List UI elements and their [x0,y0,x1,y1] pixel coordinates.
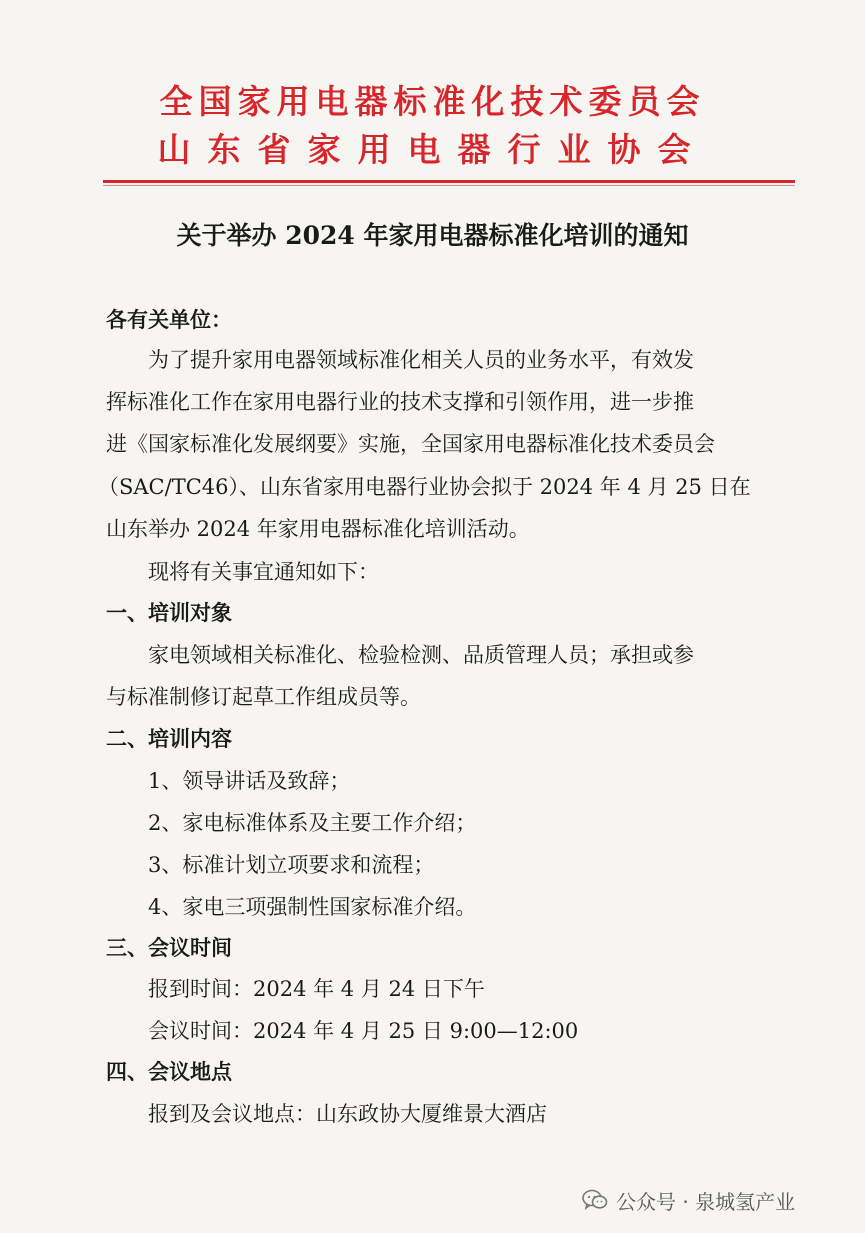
checkin-time: 报到时间：2024 年 4 月 24 日下午 [148,977,485,1001]
meeting-time: 会议时间：2024 年 4 月 25 日 9:00—12:00 [148,1019,579,1043]
list-item: 3、标准计划立项要求和流程； [148,853,435,877]
list-item: 4、家电三项强制性国家标准介绍。 [148,895,477,919]
intro-line-6: 现将有关事宜通知如下： [148,560,379,584]
notice-title: 关于举办 2024 年家用电器标准化培训的通知 [176,221,689,250]
header-divider [103,180,795,183]
section-3-heading: 三、会议时间 [106,935,232,960]
section-1-line-2: 与标准制修订起草工作组成员等。 [106,685,421,709]
section-1-heading: 一、培训对象 [106,600,232,625]
intro-line-3: 进《国家标准化发展纲要》实施，全国家用电器标准化技术委员会 [106,432,715,456]
issuer-org-2: 山东省家用电器行业协会 [157,130,708,169]
wechat-icon [582,1189,608,1211]
intro-line-1: 为了提升家用电器领域标准化相关人员的业务水平，有效发 [148,348,694,372]
issuer-org-1: 全国家用电器标准化技术委员会 [159,82,706,121]
section-4-heading: 四、会议地点 [106,1059,232,1084]
meeting-location: 报到及会议地点：山东政协大厦维景大酒店 [148,1102,547,1126]
section-2-heading: 二、培训内容 [106,726,232,751]
list-item: 2、家电标准体系及主要工作介绍； [148,811,477,835]
list-item: 1、领导讲话及致辞； [148,769,351,793]
account-watermark [582,1183,795,1217]
intro-line-2: 挥标准化工作在家用电器行业的技术支撑和引领作用，进一步推 [106,390,694,414]
salutation: 各有关单位： [106,307,232,332]
section-1-line-1: 家电领域相关标准化、检验检测、品质管理人员；承担或参 [148,643,694,667]
header-divider-thin [103,185,795,186]
watermark-text: 公众号 · 泉城氢产业 [616,1189,796,1214]
intro-line-4: （SAC/TC46）、山东省家用电器行业协会拟于 2024 年 4 月 25 日在 [98,475,751,499]
intro-line-5: 山东举办 2024 年家用电器标准化培训活动。 [106,517,530,541]
